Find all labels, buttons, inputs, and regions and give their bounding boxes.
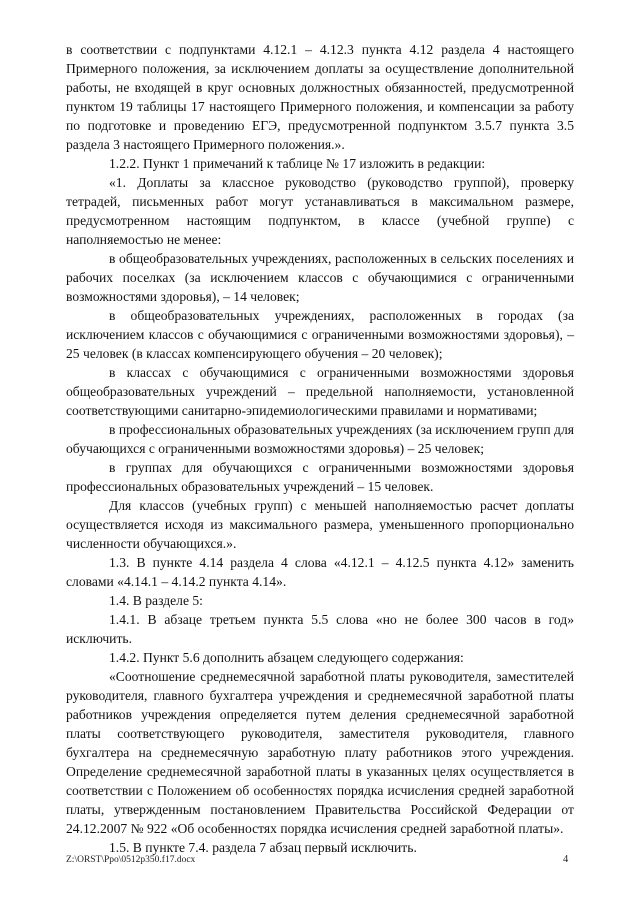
paragraph-urban-schools: в общеобразовательных учреждениях, расположенных в городах (за исключением классов с обучающимися с ограниченными возможностями здоровья), – 25 человек (в классах компенсирующего обучения – 20 человек);: [66, 308, 574, 361]
paragraph-special-needs-groups: в группах для обучающихся с ограниченными возможностями здоровья профессиональных образовательных учреждений – 15 человек.: [66, 460, 574, 494]
page-number: 4: [563, 854, 569, 865]
paragraph-1-4-1: 1.4.1. В абзаце третьем пункта 5.5 слова «но не более 300 часов в год» исключить.: [66, 612, 574, 646]
paragraph-rural-schools: в общеобразовательных учреждениях, расположенных в сельских поселениях и рабочих поселках (за исключением классов с обучающимися с ограниченными возможностями здоровья), – 14 человек;: [66, 251, 574, 304]
paragraph-1-3: 1.3. В пункте 4.14 раздела 4 слова «4.12.1 – 4.12.5 пункта 4.12» заменить словами «4.14.1 – 4.14.2 пункта 4.14».: [66, 555, 574, 589]
paragraph-salary-ratio: «Соотношение среднемесячной заработной платы руководителя, заместителей руководителя, главного бухгалтера учреждения и среднемесячной заработной платы работников учреждения определяется путем деления среднемесячной заработной платы соответствующего руководителя, заместителя руководителя, главного бухгалтера на среднемесячную заработную плату работников этого учреждения. Определение среднемесячной заработной платы в указанных целях осуществляется в соответствии с Положением об особенностях порядка исчисления средней заработной платы, утвержденным постановлением Правительства Российской Федерации от 24.12.2007 № 922 «Об особенностях порядка исчисления средней заработной платы».: [66, 669, 574, 836]
paragraph-special-needs-classes: в классах с обучающимися с ограниченными возможностями здоровья общеобразовательных учреждений – предельной наполняемости, установленной соответствующими санитарно-эпидемиологическими правилами и нормативами;: [66, 365, 574, 418]
paragraph-continuation: в соответствии с подпунктами 4.12.1 – 4.12.3 пункта 4.12 раздела 4 настоящего Примерного положения, за исключением доплаты за осуществление дополнительной работы, не входящей в круг основных должностных обязанностей, предусмотренной пунктом 19 таблицы 17 настоящего Примерного положения, и компенсации за работу по подготовке и проведению ЕГЭ, предусмотренной подпунктом 3.5.7 пункта 3.5 раздела 3 настоящего Примерного положения.».: [66, 42, 574, 152]
paragraph-smaller-classes: Для классов (учебных групп) с меньшей наполняемостью расчет доплаты осуществляется исходя из максимального размера, уменьшенного пропорционально численности обучающихся.».: [66, 498, 574, 551]
footer-file-path: Z:\ORST\Ppo\0512p350.f17.docx: [66, 855, 196, 865]
paragraph-1-4: 1.4. В разделе 5:: [109, 593, 203, 608]
paragraph-note-1: «1. Доплаты за классное руководство (руководство группой), проверку тетрадей, письменных работ могут устанавливаться в максимальном размере, предусмотренном настоящим подпунктом, в классе (учебной группе) с наполняемостью не менее:: [66, 175, 574, 247]
paragraph-1-5: 1.5. В пункте 7.4. раздела 7 абзац первый исключить.: [109, 840, 417, 855]
paragraph-1-4-2: 1.4.2. Пункт 5.6 дополнить абзацем следующего содержания:: [109, 650, 464, 665]
paragraph-professional-institutions: в профессиональных образовательных учреждениях (за исключением групп для обучающихся с ограниченными возможностями здоровья) – 25 человек;: [66, 422, 574, 456]
paragraph-1-2-2: 1.2.2. Пункт 1 примечаний к таблице № 17 изложить в редакции:: [109, 156, 486, 171]
document-body: [66, 40, 574, 857]
